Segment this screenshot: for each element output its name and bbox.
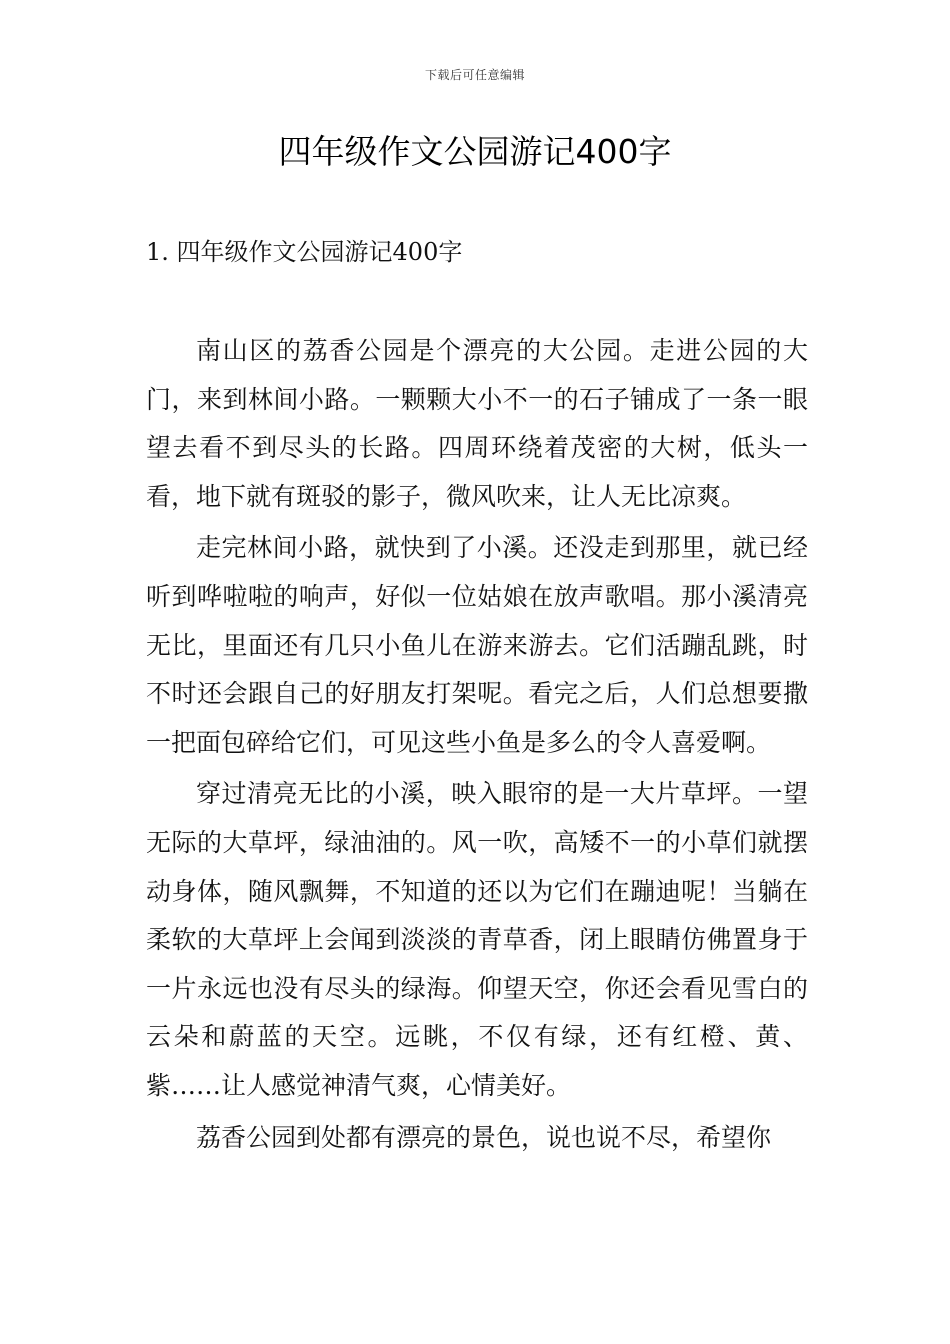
paragraph: 南山区的荔香公园是个漂亮的大公园。走进公园的大门，来到林间小路。一颗颗大小不一的石子铺成了一条一眼望去看不到尽头的长路。四周环绕着茂密的大树，低头一看，地下就有斑驳的影子，微风吹来，让人无比凉爽。 [146, 336, 808, 511]
essay-body [146, 327, 808, 1165]
header-note: 下载后可任意编辑 [424, 68, 525, 82]
paragraph: 穿过清亮无比的小溪，映入眼帘的是一大片草坪。一望无际的大草坪，绿油油的。风一吹，高矮不一的小草们就摆动身体，随风飘舞，不知道的还以为它们在蹦迪呢！当躺在柔软的大草坪上会闻到淡淡的青草香，闭上眼睛仿佛置身于一片永远也没有尽头的绿海。仰望天空，你还会看见雪白的云朵和蔚蓝的天空。远眺，不仅有绿，还有红橙、黄、紫……让人感觉神清气爽，心情美好。 [146, 779, 808, 1100]
paragraph: 荔香公园到处都有漂亮的景色，说也说不尽，希望你 [196, 1122, 772, 1152]
section-heading: 1. 四年级作文公园游记400字 [146, 238, 463, 266]
paragraph: 走完林间小路，就快到了小溪。还没走到那里，就已经听到哗啦啦的响声，好似一位姑娘在放声歌唱。那小溪清亮无比，里面还有几只小鱼儿在游来游去。它们活蹦乱跳，时不时还会跟自己的好朋友打架呢。看完之后，人们总想要撒一把面包碎给它们，可见这些小鱼是多么的令人喜爱啊。 [146, 533, 808, 757]
document-title: 四年级作文公园游记400字 [278, 132, 672, 171]
